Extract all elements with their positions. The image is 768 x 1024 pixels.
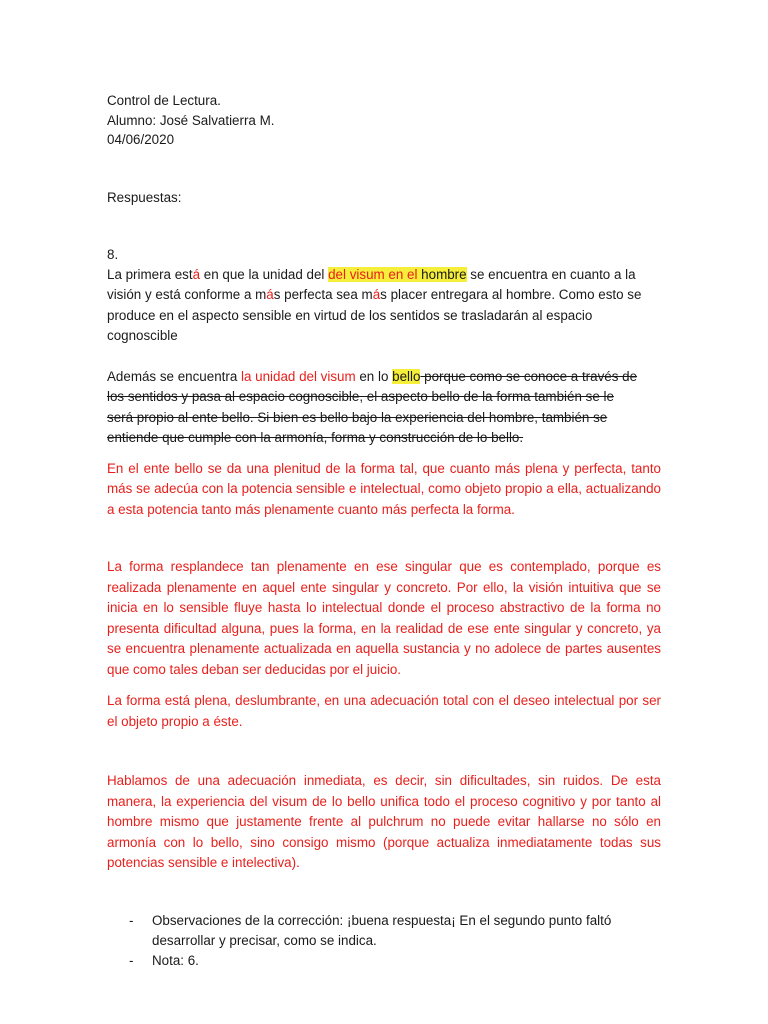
correction-observation: Observaciones de la corrección: ¡buena respuesta¡ En el segundo punto faltó desarrollar y precisar, como se indica. <box>152 912 612 948</box>
highlighted-text: bello <box>392 368 421 384</box>
text-run-red: á <box>192 266 201 282</box>
document-title: Control de Lectura. <box>107 93 221 108</box>
highlighted-red-text: del visum en el <box>328 266 418 282</box>
answer-paragraph-4: La forma resplandece tan plenamente en ese singular que es contemplado, porque es realizada plenamente en aquel ente singular y concreto. Por ello, la visión intuitiva que se inicia en lo sensible fluye hasta lo intelectual donde el proceso abstractivo de la forma no presenta dificultad alguna, pues la forma, en la realidad de ese ente singular y concreto, ya se encuentra plenamente actualizada en aquella sustancia y no adolece de partes ausentes que como tales deban ser deducidas por el juicio. <box>107 559 661 677</box>
question-number: 8. <box>107 247 119 262</box>
answer-paragraph-2 <box>107 367 643 449</box>
text-run: s perfecta sea m <box>273 287 373 302</box>
text-run: s placer entregara al hombre. Como esto se produce en el aspecto sensible en virtud de los sentidos se trasladarán al espacio cognoscible <box>107 287 642 343</box>
list-item <box>107 951 661 971</box>
answer-paragraph-5: La forma está plena, deslumbrante, en una adecuación total con el deseo intelectual por ser el objeto propio a éste. <box>107 693 661 729</box>
text-run-red: á <box>372 287 381 302</box>
text-run-red: la unidad del visum <box>241 368 356 384</box>
answers-heading: Respuestas: <box>107 189 182 205</box>
corrections-list <box>107 911 661 971</box>
document-date: 04/06/2020 <box>107 132 175 147</box>
bullet-dash: - <box>129 912 134 928</box>
text-run: en lo <box>355 368 393 384</box>
text-run: se encuentra en cuanto a la visión y está conforme a m <box>107 266 636 302</box>
text-run: La primera est <box>107 266 193 282</box>
highlighted-text: hombre <box>421 266 467 282</box>
student-name: Alumno: José Salvatierra M. <box>107 112 275 128</box>
highlighted-phrase <box>328 267 466 282</box>
text-run: en que la unidad del <box>200 266 329 282</box>
answer-paragraph-1 <box>107 265 653 347</box>
answer-paragraph-6: Hablamos de una adecuación inmediata, es decir, sin dificultades, sin ruidos. De esta manera, la experiencia del visum de lo bello unifica todo el proceso cognitivo y por tanto al hombre mismo que justamente frente al pulchrum no puede evitar hallarse no sólo en armonía con lo bello, sino consigo mismo (porque actualiza inmediatamente todas sus potencias sensible e intelectiva). <box>107 773 661 870</box>
grade-note: Nota: 6. <box>152 952 199 968</box>
document-page <box>107 91 661 971</box>
strikethrough-text: porque como se conoce a través de los sentidos y pasa al espacio cognoscible, el aspecto bello de la forma también se le será propio al ente bello. Si bien es bello bajo la experiencia del hombre, también se entiende que cumple con la armonía, forma y construcción de lo bello. <box>107 368 638 445</box>
bullet-dash: - <box>129 952 134 968</box>
list-item <box>107 911 661 951</box>
answer-paragraph-3: En el ente bello se da una plenitud de la forma tal, que cuanto más plena y perfecta, tanto más se adecúa con la potencia sensible e intelectual, como objeto propio a ella, actualizando a esta potencia tanto más plenamente cuanto más perfecta la forma. <box>107 460 661 517</box>
text-run-red: á <box>266 287 274 302</box>
text-run: Además se encuentra <box>107 368 241 384</box>
